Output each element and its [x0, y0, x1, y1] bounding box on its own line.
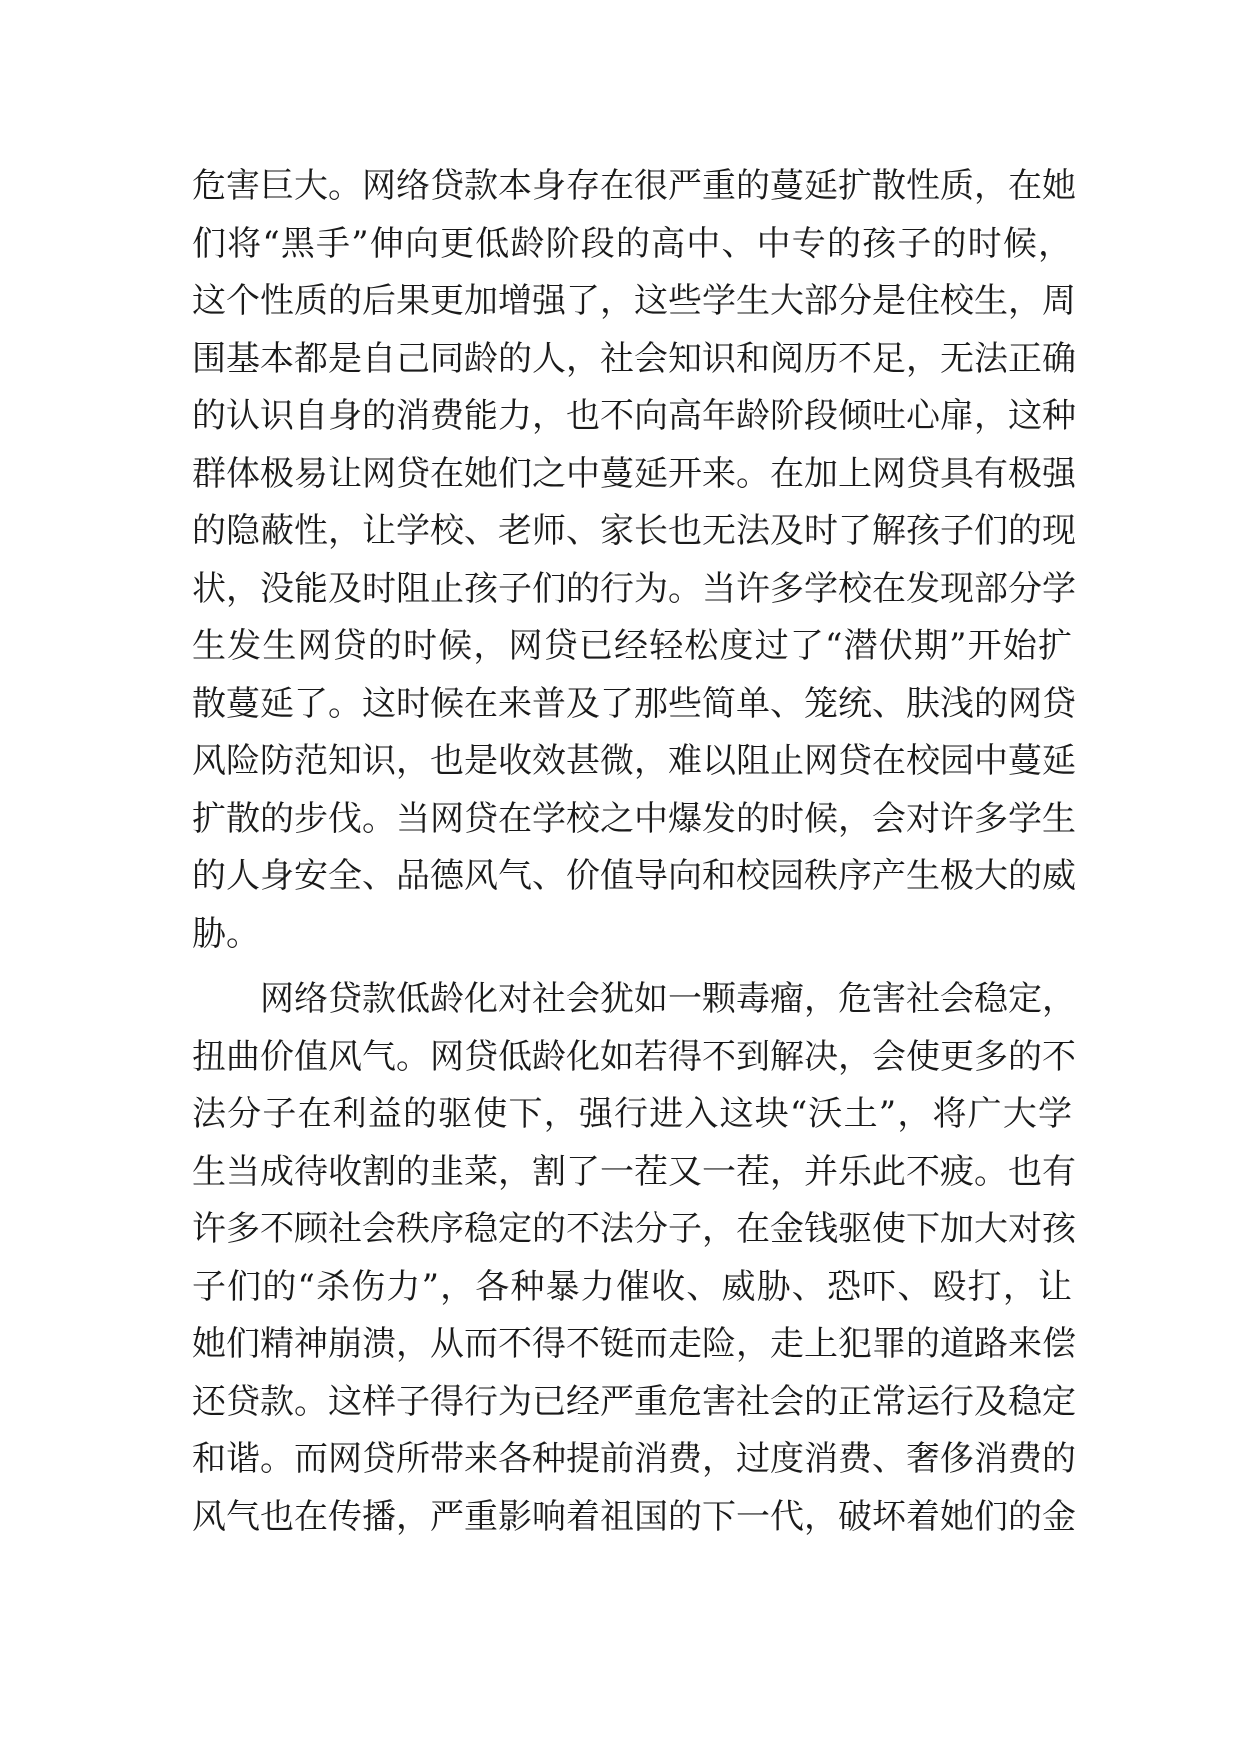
text-line: 危害巨大。网络贷款本身存在很严重的蔓延扩散性质，在她	[192, 166, 1076, 206]
text-line: 围基本都是自己同龄的人，社会知识和阅历不足，无法正确	[192, 338, 1076, 379]
text-line: 网络贷款低龄化对社会犹如一颗毒瘤，危害社会稳定，	[260, 979, 1076, 1019]
text-line: 的人身安全、品德风气、价值导向和校园秩序产生极大的威	[192, 856, 1076, 896]
text-line: 子们的“杀伤力”，各种暴力催收、威胁、恐吓、殴打，让	[192, 1266, 1072, 1307]
text-line: 散蔓延了。这时候在来普及了那些简单、笼统、肤浅的网贷	[192, 683, 1076, 724]
text-line: 法分子在利益的驱使下，强行进入这块“沃土”，将广大学	[192, 1094, 1072, 1134]
text-line: 和谐。而网贷所带来各种提前消费，过度消费、奢侈消费的	[192, 1439, 1076, 1479]
text-line: 风险防范知识，也是收效甚微，难以阻止网贷在校园中蔓延	[192, 741, 1076, 781]
text-line: 扩散的步伐。当网贷在学校之中爆发的时候，会对许多学生	[192, 798, 1076, 839]
body-text	[192, 158, 1076, 1546]
paragraph-1	[192, 158, 1076, 963]
text-line: 的认识自身的消费能力，也不向高年龄阶段倾吐心扉，这种	[192, 396, 1076, 436]
text-line: 这个性质的后果更加增强了，这些学生大部分是住校生，周	[192, 281, 1076, 321]
paragraph-spacer	[192, 963, 1072, 971]
paragraph-2	[192, 971, 1076, 1546]
text-line: 生发生网贷的时候，网贷已经轻松度过了“潜伏期”开始扩	[192, 626, 1072, 666]
text-line: 生当成待收割的韭菜，割了一茬又一茬，并乐此不疲。也有	[192, 1151, 1076, 1192]
text-line: 扭曲价值风气。网贷低龄化如若得不到解决，会使更多的不	[192, 1036, 1076, 1077]
text-line: 她们精神崩溃，从而不得不铤而走险，走上犯罪的道路来偿	[192, 1324, 1076, 1364]
text-line: 还贷款。这样子得行为已经严重危害社会的正常运行及稳定	[192, 1381, 1076, 1422]
text-line: 群体极易让网贷在她们之中蔓延开来。在加上网贷具有极强	[192, 453, 1076, 494]
text-line: 的隐蔽性，让学校、老师、家长也无法及时了解孩子们的现	[192, 511, 1076, 551]
text-line: 风气也在传播，严重影响着祖国的下一代，破坏着她们的金	[192, 1496, 1076, 1537]
text-line: 状，没能及时阻止孩子们的行为。当许多学校在发现部分学	[192, 568, 1076, 609]
text-line: 胁。	[192, 913, 260, 954]
text-line: 们将“黑手”伸向更低龄阶段的高中、中专的孩子的时候，	[192, 223, 1072, 264]
text-line: 许多不顾社会秩序稳定的不法分子，在金钱驱使下加大对孩	[192, 1209, 1076, 1249]
